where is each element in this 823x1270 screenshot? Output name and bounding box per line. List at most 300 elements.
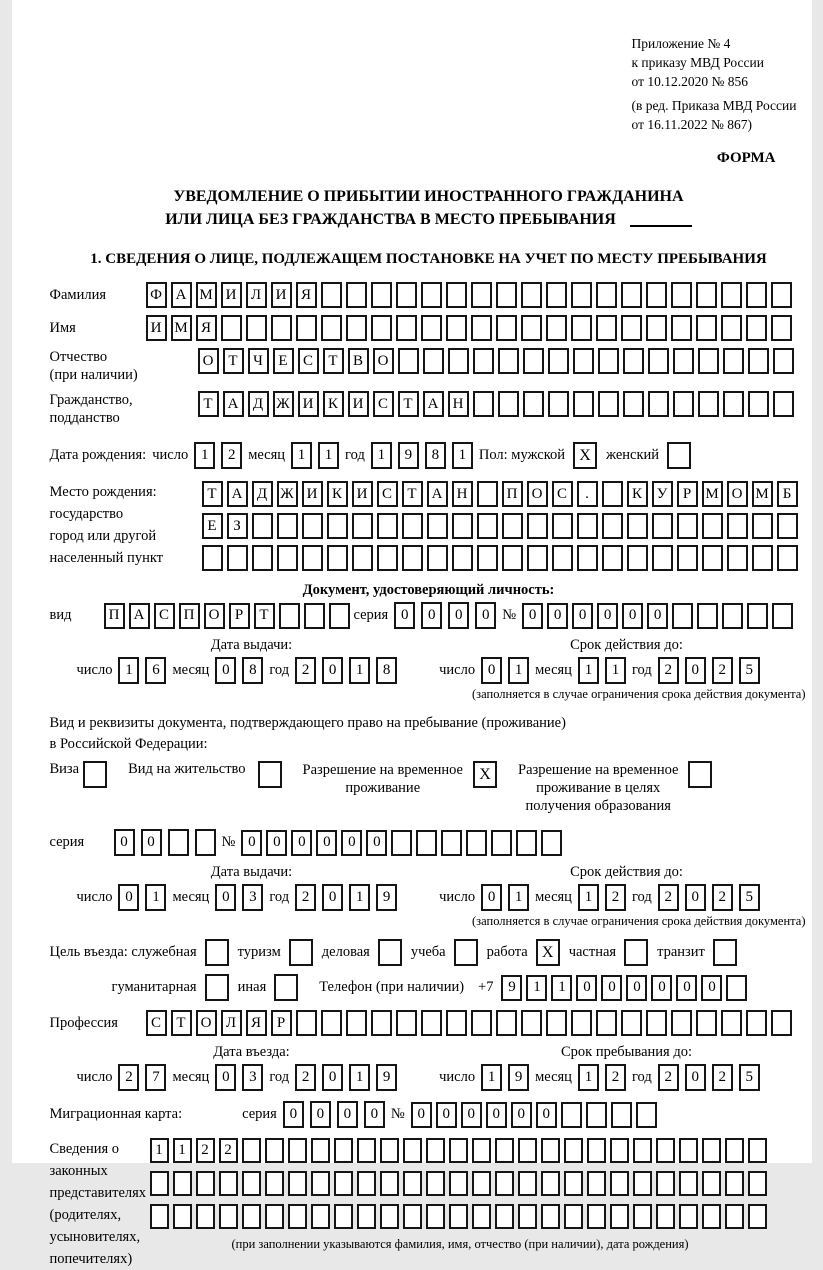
cell: 5 [739, 1064, 760, 1091]
cell [449, 1138, 468, 1163]
cell [377, 513, 398, 539]
cell [498, 348, 519, 374]
cell: О [527, 481, 548, 507]
patronymic-row [50, 348, 808, 384]
purpose-other-label: иная [238, 979, 267, 996]
cell [702, 545, 723, 571]
cell [646, 1010, 667, 1036]
cell [772, 603, 793, 629]
cell [564, 1171, 583, 1196]
cell: Т [402, 481, 423, 507]
cell: . [577, 481, 598, 507]
block-label-line: представителях [50, 1182, 150, 1204]
surname-row [50, 282, 808, 308]
cell: 0 [448, 602, 469, 629]
cell [746, 1010, 767, 1036]
permit-series-cells [114, 829, 222, 856]
cell [610, 1171, 629, 1196]
cell [477, 545, 498, 571]
residence-permit-row [50, 761, 808, 815]
cell: П [104, 603, 125, 629]
title-line-2: ИЛИ ЛИЦА БЕЗ ГРАЖДАНСТВА В МЕСТО ПРЕБЫВАНИЯ [50, 208, 808, 231]
purpose-business-checkbox [378, 939, 402, 966]
cell [723, 348, 744, 374]
year-label: год [632, 1069, 652, 1086]
cell: 0 [481, 657, 502, 684]
cell: 0 [622, 603, 643, 629]
gender-female-label: женский [606, 447, 659, 464]
cell: 1 [578, 1064, 599, 1091]
cell [242, 1204, 261, 1229]
annex-line: к приказу МВД России [632, 53, 808, 72]
representatives-cells-2 [150, 1171, 771, 1196]
purpose-study-checkbox [454, 939, 478, 966]
cell [265, 1204, 284, 1229]
migration-number-label: № [391, 1106, 405, 1123]
cell [561, 1102, 582, 1128]
cell [321, 315, 342, 341]
cell [702, 1171, 721, 1196]
cell [219, 1171, 238, 1196]
cell: С [146, 1010, 167, 1036]
doc-validity-note: (заполняется в случае ограничения срока действия документа) [50, 687, 808, 702]
cell: Б [777, 481, 798, 507]
birthplace-cells-3 [202, 545, 802, 571]
cell [748, 1138, 767, 1163]
cell: Р [229, 603, 250, 629]
cell: 0 [475, 602, 496, 629]
cell [598, 391, 619, 417]
cell: 2 [712, 884, 733, 911]
cell [302, 545, 323, 571]
cell [496, 282, 517, 308]
cell: 2 [658, 657, 679, 684]
cell [219, 1204, 238, 1229]
cell [296, 1010, 317, 1036]
cell [752, 513, 773, 539]
month-label: месяц [172, 889, 209, 906]
cell: 0 [322, 1064, 343, 1091]
doc-valid-year-cells [658, 657, 766, 684]
representatives-block [50, 1138, 808, 1270]
cell: П [179, 603, 200, 629]
purpose-business-label: деловая [322, 944, 370, 961]
cell: Л [246, 282, 267, 308]
cell [727, 513, 748, 539]
entry-dates-row [50, 1064, 808, 1091]
cell: 1 [578, 657, 599, 684]
cell [471, 282, 492, 308]
cell [396, 282, 417, 308]
purpose-humanitarian-label: гуманитарная [112, 979, 197, 996]
migration-card-row [50, 1101, 808, 1128]
cell [196, 1204, 215, 1229]
birthplace-block-labels [50, 481, 202, 569]
cell: 0 [651, 975, 672, 1001]
cell [571, 1010, 592, 1036]
purpose-study-label: учеба [411, 944, 446, 961]
cell [334, 1204, 353, 1229]
cell [495, 1204, 514, 1229]
cell [195, 829, 216, 856]
cell: 1 [194, 442, 215, 469]
cell [596, 1010, 617, 1036]
cell [748, 1204, 767, 1229]
cell [518, 1204, 537, 1229]
block-label-line: государство [50, 503, 202, 525]
cell [623, 348, 644, 374]
cell [552, 513, 573, 539]
cell [302, 513, 323, 539]
doc-type-cells [104, 603, 354, 629]
month-label: месяц [172, 662, 209, 679]
block-label-line: (родителях, [50, 1204, 150, 1226]
birthdate-label: Дата рождения: [50, 447, 147, 464]
year-label: год [269, 662, 289, 679]
cell [288, 1171, 307, 1196]
cell [771, 1010, 792, 1036]
cell [702, 1138, 721, 1163]
entry-year-cells [295, 1064, 403, 1091]
cell: 0 [411, 1102, 432, 1128]
cell [427, 545, 448, 571]
cell [265, 1171, 284, 1196]
month-label: месяц [172, 1069, 209, 1086]
cell: Я [246, 1010, 267, 1036]
cell: 0 [511, 1102, 532, 1128]
cell [246, 315, 267, 341]
profession-row [50, 1010, 808, 1036]
cell [227, 545, 248, 571]
birthplace-block-rows [202, 481, 802, 577]
annex-line: Приложение № 4 [632, 34, 808, 53]
cell: Т [171, 1010, 192, 1036]
cell [168, 829, 189, 856]
purpose-tourism-label: туризм [238, 944, 281, 961]
cell [242, 1138, 261, 1163]
cell [596, 282, 617, 308]
cell [477, 481, 498, 507]
page-title [50, 185, 808, 231]
year-label: год [345, 447, 365, 464]
migration-series-label: серия [242, 1106, 277, 1123]
cell [587, 1171, 606, 1196]
permit-number-cells [241, 830, 566, 856]
cell [679, 1204, 698, 1229]
representatives-block-labels [50, 1138, 150, 1270]
cell: И [146, 315, 167, 341]
cell [196, 1171, 215, 1196]
month-label: месяц [535, 889, 572, 906]
cell: 1 [481, 1064, 502, 1091]
cell [697, 603, 718, 629]
cell [725, 1138, 744, 1163]
cell: 0 [522, 603, 543, 629]
cell: 0 [266, 830, 287, 856]
cell [646, 315, 667, 341]
purpose-official-checkbox [205, 939, 229, 966]
cell: Ж [273, 391, 294, 417]
female-checkbox [667, 442, 691, 469]
cell: 3 [242, 1064, 263, 1091]
cell [521, 1010, 542, 1036]
cell [311, 1171, 330, 1196]
cell [518, 1171, 537, 1196]
cell: 1 [526, 975, 547, 1001]
cell: 0 [685, 1064, 706, 1091]
cell [352, 513, 373, 539]
cell [721, 282, 742, 308]
cell [671, 282, 692, 308]
cell [327, 513, 348, 539]
cell [498, 391, 519, 417]
birthplace-block [50, 481, 808, 577]
cell [748, 348, 769, 374]
cell [471, 1010, 492, 1036]
cell: 1 [150, 1138, 169, 1163]
cell [523, 391, 544, 417]
purpose-label: Цель въезда: служебная [50, 944, 197, 961]
purpose-private-checkbox [624, 939, 648, 966]
patronymic-label: Отчество (при наличии) [50, 348, 192, 384]
cell [396, 315, 417, 341]
cell: Н [452, 481, 473, 507]
cell [771, 315, 792, 341]
cell [271, 315, 292, 341]
cell [726, 975, 747, 1001]
cell [441, 830, 462, 856]
cell: 5 [739, 657, 760, 684]
block-label-line: попечителях) [50, 1248, 150, 1270]
birth-day-cells [194, 442, 248, 469]
purpose-row [50, 939, 808, 966]
cell [391, 830, 412, 856]
cell [423, 348, 444, 374]
temp-residence-checkbox: X [473, 761, 497, 788]
cell [403, 1171, 422, 1196]
purpose-row-2 [50, 974, 808, 1001]
cell: Л [221, 1010, 242, 1036]
cell: С [552, 481, 573, 507]
cell [564, 1204, 583, 1229]
form-body [50, 282, 808, 1270]
cell: М [171, 315, 192, 341]
cell [477, 513, 498, 539]
cell [571, 315, 592, 341]
cell: 2 [295, 884, 316, 911]
cell [496, 315, 517, 341]
cell: О [196, 1010, 217, 1036]
cell: 2 [196, 1138, 215, 1163]
cell: А [171, 282, 192, 308]
cell: 1 [551, 975, 572, 1001]
cell: 0 [283, 1101, 304, 1128]
day-label: число [439, 662, 475, 679]
cell [327, 545, 348, 571]
cell [773, 348, 794, 374]
cell [242, 1171, 261, 1196]
cell: 0 [337, 1101, 358, 1128]
cell: С [377, 481, 398, 507]
cell [491, 830, 512, 856]
cell [527, 513, 548, 539]
cell [627, 513, 648, 539]
cell: Т [202, 481, 223, 507]
cell [671, 315, 692, 341]
cell [279, 603, 300, 629]
cell [552, 545, 573, 571]
cell: 2 [118, 1064, 139, 1091]
cell [546, 282, 567, 308]
cell [334, 1171, 353, 1196]
cell: 0 [685, 884, 706, 911]
migration-card-label: Миграционная карта: [50, 1106, 183, 1123]
cell: Е [273, 348, 294, 374]
cell: 2 [221, 442, 242, 469]
cell: К [627, 481, 648, 507]
firstname-cells [146, 315, 796, 341]
cell [426, 1138, 445, 1163]
representatives-block-rows [150, 1138, 771, 1252]
cell: О [373, 348, 394, 374]
cell: 1 [452, 442, 473, 469]
cell: 1 [318, 442, 339, 469]
cell: 0 [676, 975, 697, 1001]
cell [771, 282, 792, 308]
cell [523, 348, 544, 374]
cell: 3 [242, 884, 263, 911]
cell: И [271, 282, 292, 308]
cell [321, 1010, 342, 1036]
cell: 0 [461, 1102, 482, 1128]
cell: А [227, 481, 248, 507]
entry-month-cells [215, 1064, 269, 1091]
cell [466, 830, 487, 856]
cell [472, 1138, 491, 1163]
purpose-private-label: частная [569, 944, 616, 961]
cell [449, 1171, 468, 1196]
cell: А [423, 391, 444, 417]
day-label: число [152, 447, 188, 464]
cell [636, 1102, 657, 1128]
cell [357, 1171, 376, 1196]
cell: Н [448, 391, 469, 417]
cell: У [652, 481, 673, 507]
firstname-row [50, 315, 808, 341]
cell [371, 1010, 392, 1036]
doc-valid-month-cells [578, 657, 632, 684]
cell: И [348, 391, 369, 417]
representatives-cells-1 [150, 1138, 771, 1163]
cell [573, 348, 594, 374]
cell [403, 1204, 422, 1229]
cell [329, 603, 350, 629]
cell [380, 1138, 399, 1163]
cell [304, 603, 325, 629]
cell [252, 545, 273, 571]
cell: 2 [219, 1138, 238, 1163]
representatives-cells-3 [150, 1204, 771, 1229]
issue-date-header: Дата выдачи: [77, 864, 427, 881]
doc-valid-day-cells [481, 657, 535, 684]
cell: 0 [215, 657, 236, 684]
cell: О [727, 481, 748, 507]
permit-series-row [50, 829, 808, 856]
temp-residence-edu-checkbox [688, 761, 712, 788]
cell [671, 1010, 692, 1036]
cell [677, 545, 698, 571]
cell [421, 315, 442, 341]
cell [277, 545, 298, 571]
cell [610, 1138, 629, 1163]
cell: 0 [547, 603, 568, 629]
cell [449, 1204, 468, 1229]
cell: Ж [277, 481, 298, 507]
cell [521, 282, 542, 308]
cell [265, 1138, 284, 1163]
cell [380, 1171, 399, 1196]
purpose-humanitarian-checkbox [205, 974, 229, 1001]
cell [473, 348, 494, 374]
cell [652, 513, 673, 539]
cell: З [227, 513, 248, 539]
cell: 9 [376, 1064, 397, 1091]
cell: Ч [248, 348, 269, 374]
cell [725, 1204, 744, 1229]
cell: 1 [173, 1138, 192, 1163]
cell: И [221, 282, 242, 308]
issue-date-header: Дата выдачи: [77, 637, 427, 654]
surname-cells [146, 282, 796, 308]
cell [652, 545, 673, 571]
migration-number-cells [411, 1102, 661, 1128]
cell [311, 1204, 330, 1229]
year-label: год [269, 889, 289, 906]
day-label: число [439, 1069, 475, 1086]
entry-date-headers [50, 1044, 808, 1061]
cell: 1 [371, 442, 392, 469]
cell [296, 315, 317, 341]
stay-until-header: Срок пребывания до: [427, 1044, 823, 1061]
cell: 1 [605, 657, 626, 684]
representatives-note: (при заполнении указываются фамилия, имя, отчество (при наличии), дата рождения) [150, 1237, 771, 1252]
purpose-transit-label: транзит [657, 944, 705, 961]
cell: Т [223, 348, 244, 374]
cell [672, 603, 693, 629]
cell: А [427, 481, 448, 507]
cell [633, 1138, 652, 1163]
cell [627, 545, 648, 571]
cell [586, 1102, 607, 1128]
day-label: число [77, 662, 113, 679]
cell [346, 282, 367, 308]
cell [541, 830, 562, 856]
cell: 1 [349, 657, 370, 684]
cell: 1 [508, 657, 529, 684]
block-label-line: усыновителях, [50, 1226, 150, 1248]
cell: 0 [597, 603, 618, 629]
cell [773, 391, 794, 417]
cell [602, 545, 623, 571]
permit-validity-note: (заполняется в случае ограничения срока действия документа) [50, 914, 808, 929]
cell [727, 545, 748, 571]
cell: Р [271, 1010, 292, 1036]
cell [448, 348, 469, 374]
cell: 0 [241, 830, 262, 856]
cell: 0 [572, 603, 593, 629]
block-label-line: город или другой [50, 525, 202, 547]
gender-male-label: Пол: мужской [479, 447, 565, 464]
